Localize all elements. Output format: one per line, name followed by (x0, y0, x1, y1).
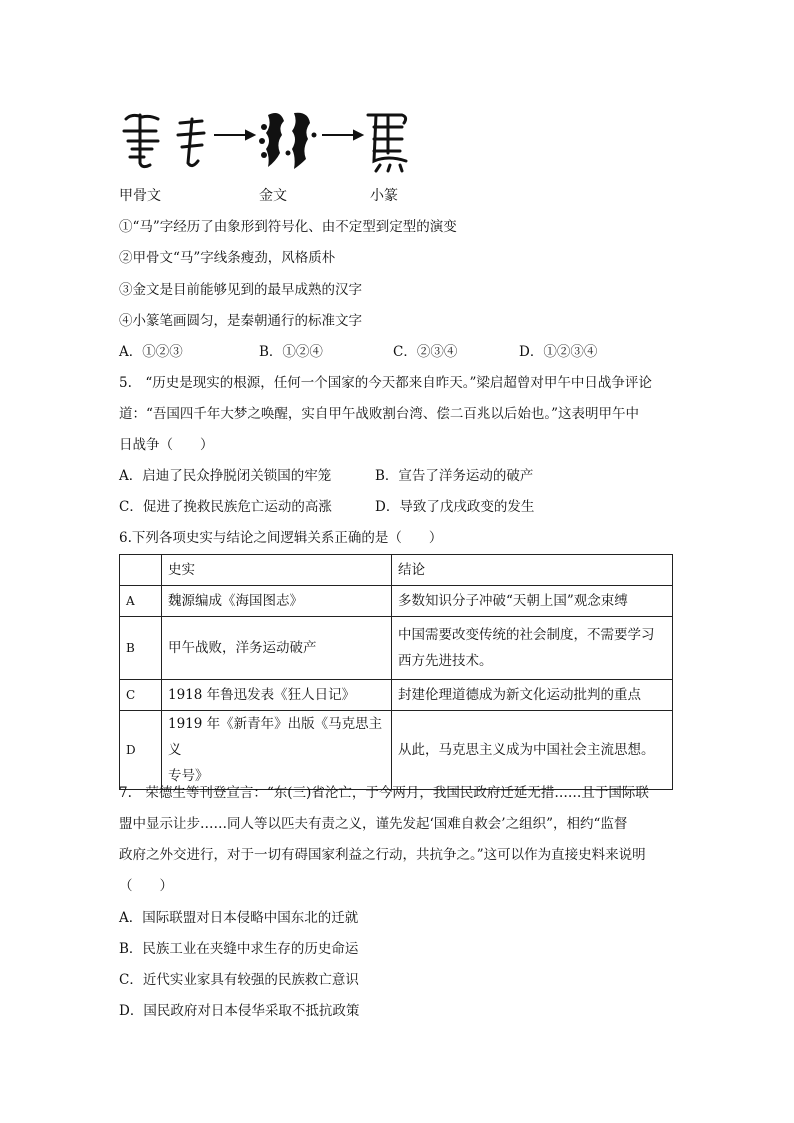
row-fact (162, 680, 392, 711)
q7-option-c: C．近代实业家具有较强的民族救亡意识 (119, 972, 359, 988)
table-header-cell: 史实 (162, 555, 392, 586)
row-fact (162, 617, 392, 680)
q5-option-b: B．宣告了洋务运动的破产 (375, 468, 534, 484)
row-fact (162, 586, 392, 617)
row-fact (162, 711, 392, 790)
q5-options-row (119, 497, 679, 517)
row-fact-line: 1918 年鲁迅发表《狂人日记》 (168, 687, 356, 703)
oracle-bone-ma-glyph-icon (124, 115, 204, 167)
table-row (120, 680, 673, 711)
row-conclusion-line: 中国需要改变传统的社会制度，不需要学习 (398, 627, 655, 643)
row-label: D (120, 711, 162, 790)
q4-options (119, 342, 679, 362)
table-row (120, 711, 673, 790)
q4-option-a: A．①②③ (119, 344, 183, 360)
q7-option-b: B．民族工业在夹缝中求生存的历史命运 (119, 941, 359, 957)
q4-option-b: B．①②④ (259, 344, 323, 360)
row-conclusion-line: 从此，马克思主义成为中国社会主流思想。 (398, 742, 655, 758)
table-header-cell (120, 555, 162, 586)
q5-stem-line: 5. “历史是现实的根源，任何一个国家的今天都来自昨天。”梁启超曾对甲午中日战争评论 (119, 375, 652, 391)
table-header-cell: 结论 (392, 555, 673, 586)
q4-statement: ④小篆笔画圆匀，是秦朝通行的标准文字 (119, 313, 362, 329)
glyph-labels (119, 185, 439, 207)
table-row (120, 586, 673, 617)
q4-statement: ②甲骨文“马”字线条瘦劲，风格质朴 (119, 250, 336, 266)
q7-stem-line: （ ） (119, 878, 173, 894)
row-fact-line: 专号》 (168, 768, 209, 784)
bronze-ma-glyph-icon (259, 113, 317, 169)
row-label: B (120, 617, 162, 680)
q6-stem: 6.下列各项史实与结论之间逻辑关系正确的是（ ） (119, 530, 443, 546)
q5-options-row (119, 466, 679, 486)
q7-stem-line: 7. 荣德生等刊登宣言：“东(三)省沦亡，于今两月，我国民政府迁延无措……且于国际联 (119, 785, 649, 801)
row-fact-line: 甲午战败，洋务运动破产 (168, 640, 317, 656)
seal-script-label: 小篆 (370, 188, 398, 204)
row-conclusion (392, 711, 673, 790)
q7-option-a: A．国际联盟对日本侵略中国东北的迁就 (119, 910, 359, 926)
row-fact-line: 魏源编成《海国图志》 (168, 593, 303, 609)
q5-option-a: A．启迪了民众挣脱闭关锁国的牢笼 (119, 468, 332, 484)
oracle-bone-label: 甲骨文 (119, 188, 161, 204)
table-header-row (120, 555, 673, 586)
q4-option-d: D．①②③④ (519, 344, 598, 360)
q6-table (119, 554, 673, 790)
q5-stem-line: 日战争（ ） (119, 437, 214, 453)
row-conclusion (392, 586, 673, 617)
row-conclusion (392, 617, 673, 680)
row-conclusion-line: 多数知识分子冲破“天朝上国”观念束缚 (398, 593, 628, 609)
q5-stem-line: 道：“吾国四千年大梦之唤醒，实自甲午战败割台湾、偿二百兆以后始也。”这表明甲午中 (119, 406, 640, 422)
q4-option-c: C．②③④ (393, 344, 458, 360)
q4-statement: ③金文是目前能够见到的最早成熟的汉字 (119, 282, 362, 298)
row-fact-line: 1919 年《新青年》出版《马克思主义 (168, 716, 383, 758)
row-conclusion-line: 封建伦理道德成为新文化运动批判的重点 (398, 687, 641, 703)
row-label: C (120, 680, 162, 711)
arrow-icon (322, 131, 362, 139)
q5-option-c: C．促进了挽救民族危亡运动的高涨 (119, 499, 332, 515)
bronze-label: 金文 (259, 188, 287, 204)
q7-option-d: D．国民政府对日本侵华采取不抵抗政策 (119, 1003, 360, 1019)
q7-stem-line: 盟中显示让步……同人等以匹夫有责之义，谨先发起‘国难自救会’之组织”，相约“监督 (119, 816, 628, 832)
row-label: A (120, 586, 162, 617)
q4-statement: ①“马”字经历了由象形到符号化、由不定型到定型的演变 (119, 219, 457, 235)
table-row (120, 617, 673, 680)
row-conclusion (392, 680, 673, 711)
q7-stem-line: 政府之外交进行，对于一切有碍国家利益之行动，共抗争之。”这可以作为直接史料来说明 (119, 847, 646, 863)
row-conclusion-line: 西方先进技术。 (398, 653, 493, 669)
seal-script-ma-glyph-icon (368, 115, 406, 171)
arrow-icon (214, 131, 254, 139)
ma-character-evolution-figure (118, 105, 418, 175)
q5-option-d: D．导致了戊戌政变的发生 (375, 499, 535, 515)
